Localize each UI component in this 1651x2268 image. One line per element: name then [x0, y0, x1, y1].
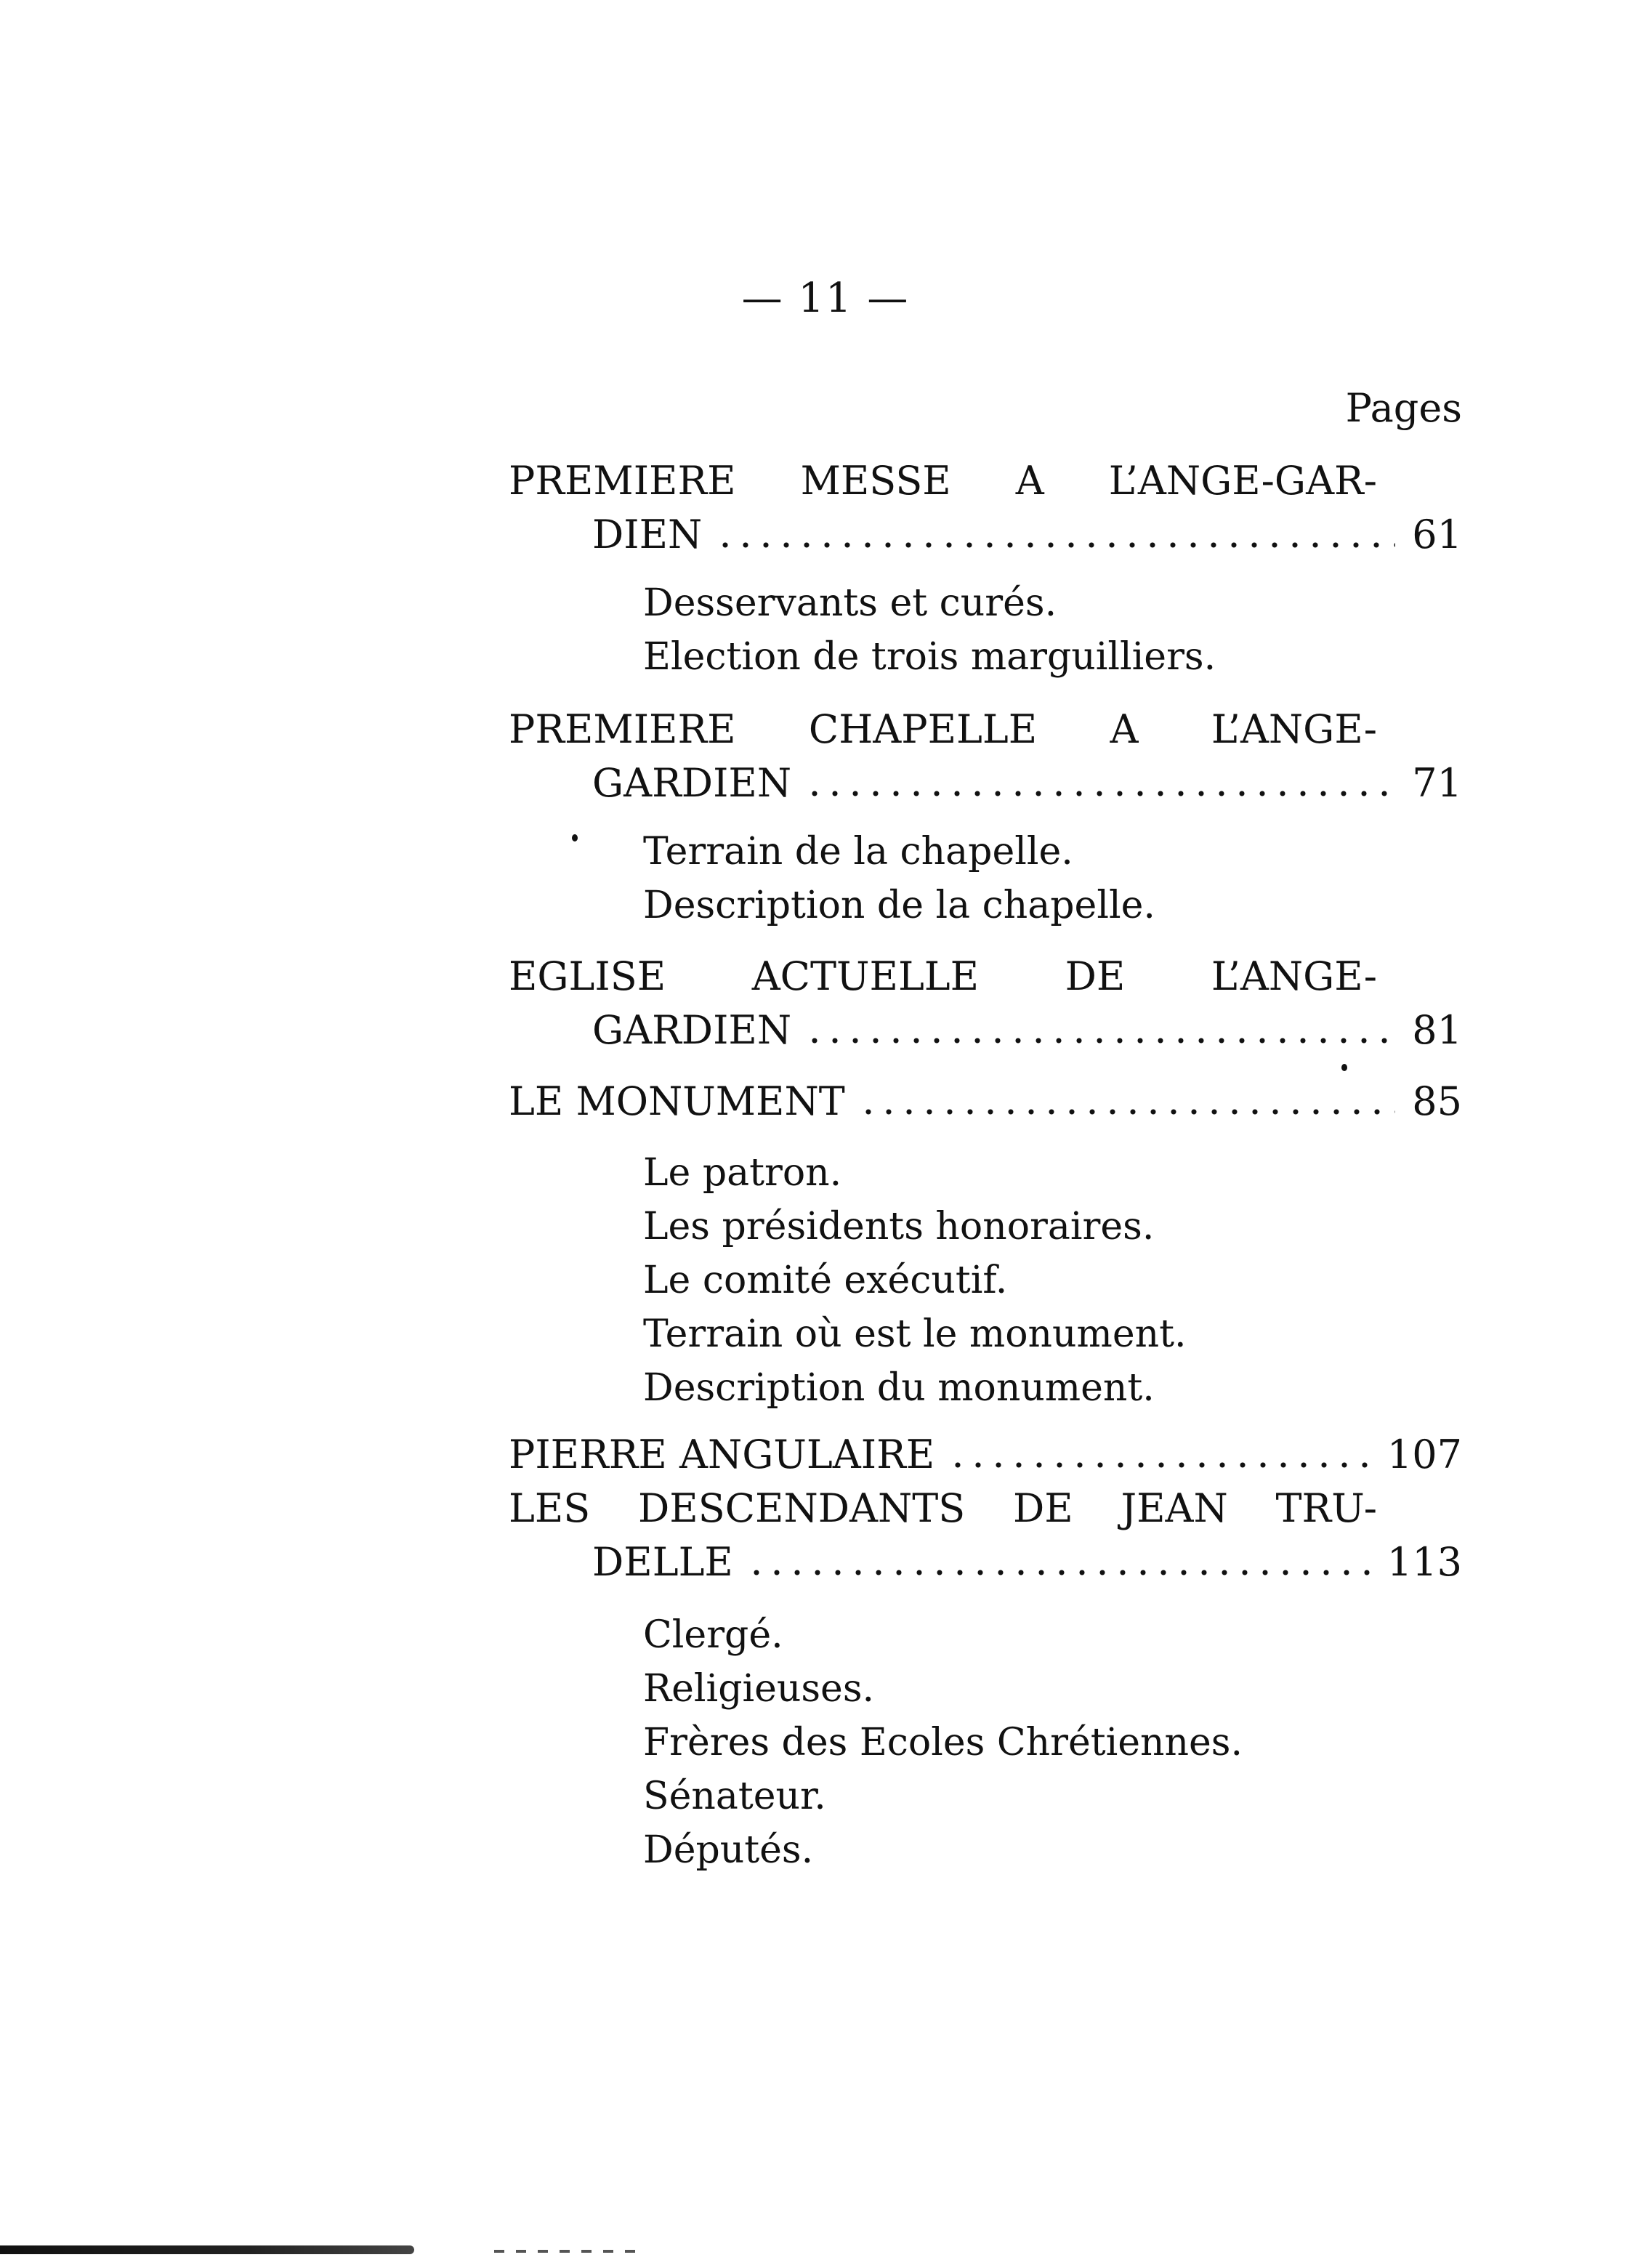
toc-entry-title: DELLE — [592, 1539, 733, 1585]
toc-entry-title: LE MONUMENT — [509, 1078, 845, 1124]
toc-subitem: Le patron. — [643, 1151, 842, 1195]
toc-subitem: Description du monument. — [643, 1366, 1155, 1410]
toc-entry — [592, 509, 1462, 561]
toc-subitem: Sénateur. — [643, 1775, 826, 1818]
toc-entry — [592, 1536, 1462, 1589]
pages-column-label: Pages — [1345, 385, 1462, 431]
toc-subitem: Description de la chapelle. — [643, 884, 1155, 927]
toc-page-number: 81 — [1412, 1007, 1462, 1053]
toc-page-number: 113 — [1386, 1539, 1462, 1585]
scan-speck — [572, 834, 578, 842]
toc-subitem: Députés. — [643, 1828, 814, 1872]
toc-subitem: Les présidents honoraires. — [643, 1205, 1155, 1248]
toc-entry-title-line: EGLISE ACTUELLE DE L’ANGE- — [509, 953, 1377, 999]
toc-entry — [592, 1004, 1462, 1057]
dot-leader — [858, 1106, 1395, 1118]
toc-entry — [592, 757, 1462, 810]
dot-leader — [804, 788, 1395, 799]
toc-subitem: Le comité exécutif. — [643, 1259, 1008, 1302]
toc-page-number: 85 — [1412, 1078, 1462, 1124]
dot-leader — [804, 1035, 1395, 1046]
dot-leader — [948, 1459, 1371, 1471]
toc-subitem: Religieuses. — [643, 1667, 875, 1711]
scan-edge-mark — [0, 2245, 414, 2254]
toc-entry-title: PIERRE ANGULAIRE — [509, 1432, 935, 1477]
toc-subitem: Desservants et curés. — [643, 581, 1057, 625]
toc-page-number: 61 — [1412, 512, 1462, 557]
dot-leader — [746, 1567, 1371, 1578]
toc-entry — [509, 1076, 1462, 1128]
toc-subitem: Terrain de la chapelle. — [643, 830, 1073, 873]
scan-speck — [1341, 1064, 1347, 1071]
toc-entry-title-line: PREMIERE MESSE A L’ANGE-GAR- — [509, 458, 1377, 504]
toc-entry — [509, 1429, 1462, 1481]
toc-entry-title-line: PREMIERE CHAPELLE A L’ANGE- — [509, 706, 1377, 752]
toc-subitem: Terrain où est le monument. — [643, 1312, 1187, 1356]
toc-entry-title: GARDIEN — [592, 760, 792, 806]
toc-subitem: Clergé. — [643, 1613, 783, 1657]
page-number: — 11 — — [741, 275, 910, 322]
toc-entry-title: GARDIEN — [592, 1007, 792, 1053]
toc-page-number: 71 — [1412, 760, 1462, 806]
toc-entry-title: DIEN — [592, 512, 703, 557]
dot-leader — [715, 539, 1395, 551]
scan-edge-mark — [494, 2250, 639, 2253]
toc-entry-title-line: LES DESCENDANTS DE JEAN TRU- — [509, 1485, 1377, 1531]
toc-subitem: Frères des Ecoles Chrétiennes. — [643, 1721, 1243, 1764]
toc-page-number: 107 — [1386, 1432, 1462, 1477]
toc-subitem: Election de trois marguilliers. — [643, 635, 1216, 679]
